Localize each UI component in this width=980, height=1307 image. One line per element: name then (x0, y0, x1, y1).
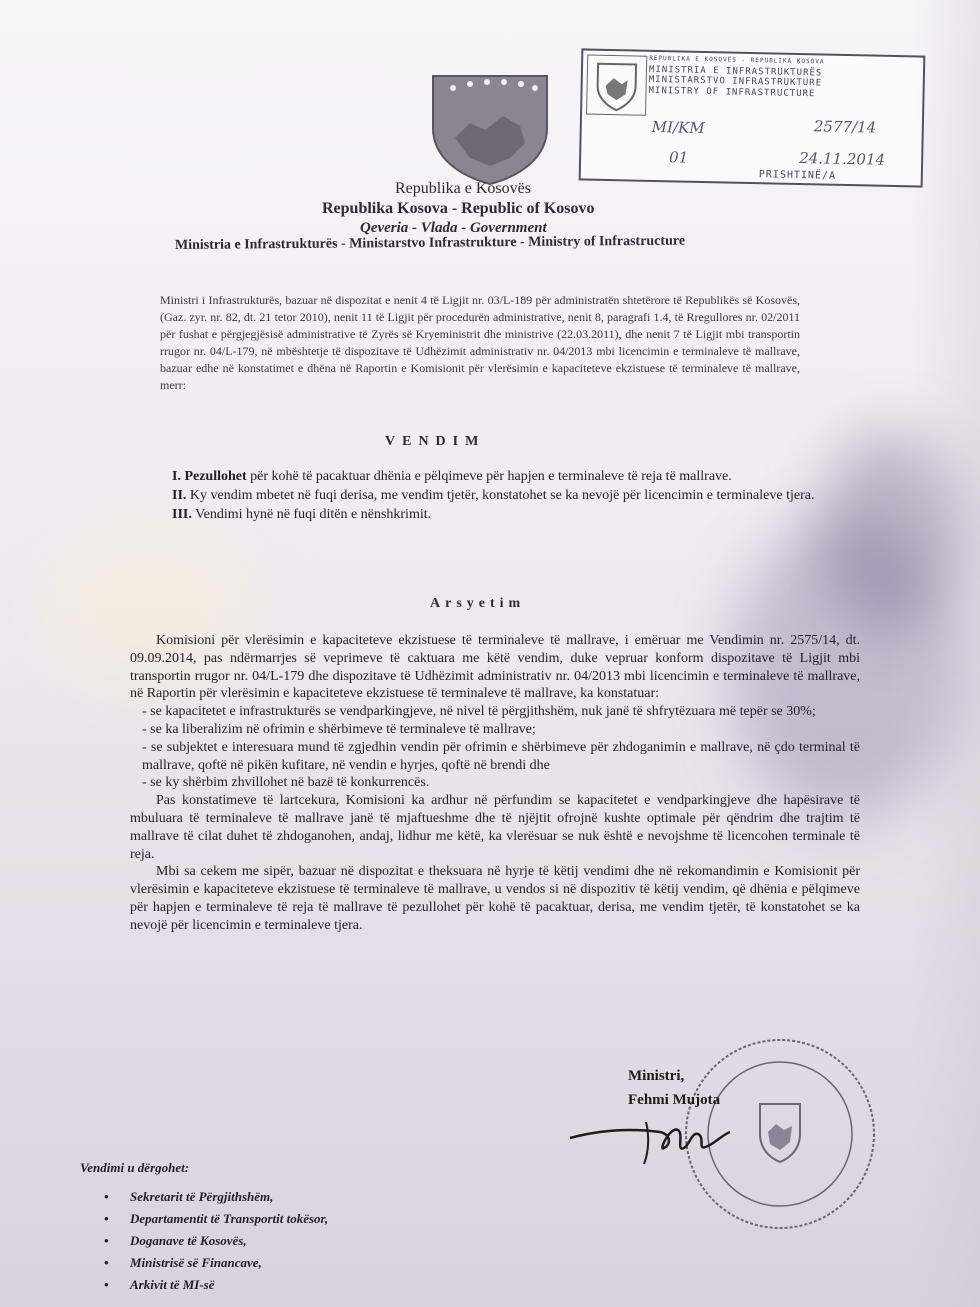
stamp-protocol-number: 2577/14 (813, 117, 877, 137)
handwritten-signature-icon (560, 1108, 740, 1168)
photocopy-smudge (820, 430, 960, 630)
decision-title: VENDIM (385, 434, 486, 449)
distribution-list (80, 1160, 328, 1296)
reasoning-bullet: - se subjektet e interesuara mund të zgjedhin vendin për ofrimin e shërbimeve për zhdoganimin e mallrave, në çdo terminal të mallrave, qoftë në pikën kufitare, në vendin e hyrjes, qoftë në brendi dhe (142, 739, 860, 773)
decision-item (172, 468, 842, 486)
distribution-item: • Arkivit të MI-së (100, 1274, 328, 1296)
stamp-city: PRISHTINË/A (758, 169, 837, 182)
decision-item-number: III. (172, 507, 192, 522)
decision-item-text: Vendimi hynë në fuqi ditën e nënshkrimit. (195, 507, 432, 522)
decision-item (172, 506, 842, 524)
decision-item-text: Ky vendim mbetet në fuqi derisa, me vendim tjetër, konstatohet se ka nevojë për licencimin e terminaleve tjera. (189, 488, 815, 503)
header-republic-trilingual: Republika Kosova - Republic of Kosovo (322, 200, 595, 217)
signer-title: Ministri, (628, 1068, 685, 1084)
decision-list (172, 468, 842, 525)
kosovo-coat-of-arms-icon (425, 68, 555, 186)
header-republic: Republika e Kosovës (395, 180, 531, 197)
intro-paragraph: Ministri i Infrastrukturës, bazuar në dispozitat e nenit 4 të Ligjit nr. 03/L-189 për administratën shtetërore të Republikës së Kosovës, (Gaz. zyr. nr. 82, dt. 21 tetor 2010), nenit 11 të Ligjit për procedurën administrative, nenit 8, paragrafi 1.4, të Rregullores nr. 02/2011 për fushat e përgjegjësisë administrative të Zyrës së Kryeministrit dhe ministrive (22.03.2011), dhe nenit 7 të Ligjit mbi transportin rrugor nr. 04/L-179, në mbështetje të dispozitave të Udhëzimit administrativ nr. 04/2013 mbi licencimin e terminaleve të mallrave, bazuar edhe në konstatimet e dhëna në Raportin e Komisionit për vlerësimin e kapaciteteve ekzistuese të terminaleve të mallrave, merr: (160, 293, 800, 392)
stamp-line: MINISTRIA E INFRASTRUKTURËS (648, 64, 823, 78)
reasoning-bullet: - se kapacitetet e infrastrukturës se vendparkingjeve, në nivel të përgjithshëm, nuk janë të shfrytëzuara më tepër se 30%; (142, 704, 816, 720)
stamp-date: 24.11.2014 (798, 148, 886, 169)
header-government: Qeveria - Vlada - Government (360, 220, 547, 236)
distribution-item: • Sekretarit të Përgjithshëm, (100, 1186, 328, 1208)
decision-item-text: për kohë të pacaktuar dhënia e pëlqimeve për hapjen e terminaleve të reja të mallrave. (246, 469, 732, 484)
stamp-line: REPUBLIKA E KOSOVËS - REPUBLIKA KOSOVA (649, 54, 825, 66)
stamp-heading (648, 54, 919, 102)
stamp-line: MINISTRY OF INFRASTRUCTURE (648, 85, 816, 99)
distribution-item: • Ministrisë së Financave, (100, 1252, 328, 1274)
stamp-attachment: 01 (668, 148, 689, 167)
distribution-item: • Doganave të Kosovës, (100, 1230, 328, 1252)
stamp-line: MINISTARSTVO INFRASTRUKTURE (648, 74, 823, 89)
decision-item-keyword: Pezullohet (184, 469, 247, 484)
signature-block (628, 1064, 720, 1112)
reasoning-bullet: - se ka liberalizim në ofrimin e shërbimeve të terminaleve të mallrave; (142, 721, 536, 737)
reasoning-body (130, 632, 860, 935)
reasoning-paragraph: Komisioni për vlerësimin e kapaciteteve ekzistuese të terminaleve të mallrave, i emëruar me Vendimin nr. 2575/14, dt. 09.09.2014, pas ndërmarrjes së veprimeve të caktuara me këtë vendim, duke vepruar konform dispozitave të Ligjit mbi transportin rrugor nr. 04/L-179 dhe dispozitave të Udhëzimit administrativ nr. 04/2013 mbi licencimin e terminaleve të mallrave, në Raportin për vlerësimin e kapaciteteve ekzistuese të terminaleve të mallrave, ka konstatuar: (130, 633, 860, 702)
decision-item-number: I. (172, 469, 181, 484)
distribution-title: Vendimi u dërgohet: (80, 1160, 190, 1175)
distribution-item: • Departamentit të Transportit tokësor, (100, 1208, 328, 1230)
registration-stamp (579, 48, 926, 187)
reasoning-title: Arsyetim (430, 596, 526, 611)
decision-item (172, 487, 842, 505)
decision-item-number: II. (172, 488, 187, 503)
reasoning-paragraph: Pas konstatimeve të lartcekura, Komisioni ka ardhur në përfundim se kapacitetet e vendparkingjeve dhe hapësirave të mbuluara të terminaleve të mallrave janë të mjaftueshme dhe të njëjtit ofrojnë kushte optimale për qëndrim dhe trajtim të mallrave të cilat duhet të zhdoganohen, andaj, lidhur me këtë, ka vlerësuar se nuk është e nevojshme të licencohen terminale të reja. (130, 793, 860, 862)
reasoning-bullet: - se ky shërbim zhvillohet në bazë të konkurrencës. (142, 775, 430, 791)
signer-name: Fehmi Mujota (628, 1092, 721, 1108)
header-ministry: Ministria e Infrastrukturës - Ministarstvo Infrastrukture - Ministry of Infrastructure (174, 233, 686, 253)
stamp-emblem-icon (586, 55, 647, 116)
reasoning-paragraph: Mbi sa cekem me sipër, bazuar në dispozitat e theksuara në hyrje të këtij vendimi dhe në rekomandimin e Komisionit për vlerësimin e kapaciteteve ekzistuese të terminaleve të mallrave, u vendos si në dispozitiv të këtij vendim, që dhënia e pëlqimeve për hapjen e terminaleve të reja të mallrave të pezullohet për kohë të pacaktuar, derisa, me vendim tjetër, të konstatohet se ka nevojë për licencimin e terminaleve tjera. (130, 864, 860, 933)
stamp-org-code: MI/KM (651, 117, 705, 138)
